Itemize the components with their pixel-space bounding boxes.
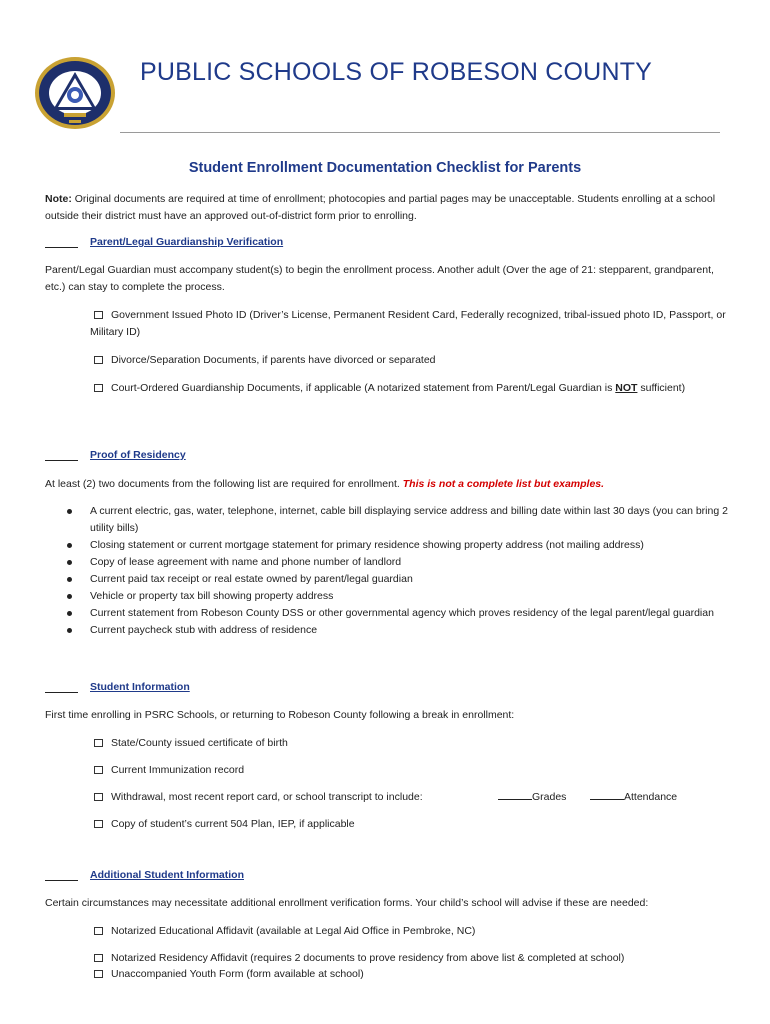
- item-label: Notarized Educational Affidavit (available at Legal Aid Office in Pembroke, NC): [111, 925, 476, 937]
- checkbox[interactable]: [94, 739, 103, 747]
- note-paragraph: [45, 191, 735, 225]
- item-label: Withdrawal, most recent report card, or school transcript to include:: [111, 791, 423, 803]
- list-item: [62, 605, 734, 622]
- attendance-field[interactable]: [590, 789, 677, 806]
- checklist-item-immunization[interactable]: [90, 762, 244, 779]
- section1-intro: Parent/Legal Guardian must accompany student(s) to begin the enrollment process. Another adult (Over the age of 21: stepparent, grandparent, etc.) can stay to complete the process.: [45, 264, 714, 293]
- list-item-text: Vehicle or property tax bill showing property address: [90, 590, 334, 602]
- list-item: [62, 588, 734, 605]
- item-label: Unaccompanied Youth Form (form available at school): [111, 968, 364, 980]
- item-label: Divorce/Separation Documents, if parents have divorced or separated: [111, 354, 436, 366]
- checklist-item-withdrawal[interactable]: [90, 789, 423, 806]
- checkbox[interactable]: [94, 356, 103, 364]
- not-emphasis: NOT: [615, 382, 638, 394]
- checkbox[interactable]: [94, 384, 103, 392]
- item-label: Court-Ordered Guardianship Documents, if applicable (A notarized statement from Parent/Legal Guardian is: [111, 382, 616, 394]
- checkbox[interactable]: [94, 927, 103, 935]
- checkbox[interactable]: [94, 820, 103, 828]
- section3-check-blank[interactable]: [45, 692, 78, 693]
- section2-check-blank[interactable]: [45, 460, 78, 461]
- checkbox[interactable]: [94, 766, 103, 774]
- district-seal: [34, 56, 116, 130]
- grades-label: Grades: [532, 791, 567, 803]
- attendance-label: Attendance: [624, 791, 678, 803]
- checklist-item-educational-affidavit[interactable]: [90, 923, 475, 940]
- attendance-blank[interactable]: [590, 789, 624, 800]
- list-item: [62, 554, 734, 571]
- checkbox[interactable]: [94, 311, 103, 319]
- page-title: PUBLIC SCHOOLS OF ROBESON COUNTY: [140, 58, 653, 86]
- checklist-item-divorce[interactable]: [90, 352, 730, 369]
- section1-check-blank[interactable]: [45, 247, 78, 248]
- residency-bullet-list: [62, 503, 734, 639]
- item-label: Notarized Residency Affidavit (requires 2 documents to prove residency from above list & completed at school): [111, 952, 625, 964]
- section2-intro: [45, 476, 735, 493]
- section1-heading: Parent/Legal Guardianship Verification: [90, 236, 284, 248]
- checklist-item-residency-affidavit[interactable]: [90, 950, 624, 967]
- list-item: [62, 537, 734, 554]
- checklist-item-unaccompanied-youth[interactable]: [90, 966, 364, 983]
- section2-heading: Proof of Residency: [90, 449, 186, 461]
- list-item-text: Closing statement or current mortgage statement for primary residence showing property address (not mailing address): [90, 539, 644, 551]
- section4-heading: Additional Student Information: [90, 869, 244, 881]
- item-label: Current Immunization record: [111, 764, 245, 776]
- checkbox[interactable]: [94, 954, 103, 962]
- checklist-item-birth-certificate[interactable]: [90, 735, 288, 752]
- list-item: [62, 503, 734, 537]
- item-label-end: sufficient): [637, 382, 686, 394]
- checklist-item-photo-id[interactable]: [90, 307, 730, 341]
- list-item: [62, 622, 734, 639]
- document-subtitle: Student Enrollment Documentation Checklist for Parents: [188, 160, 582, 176]
- note-text: Original documents are required at time of enrollment; photocopies and partial pages may be unacceptable. Students enrolling at a school outside their district must have an approved out-of-district form prior to enrolling.: [45, 193, 716, 222]
- list-item-text: Copy of lease agreement with name and phone number of landlord: [90, 556, 402, 568]
- item-label: Government Issued Photo ID (Driver’s License, Permanent Resident Card, Federally recognized, tribal-issued photo ID, Passport, or Military ID): [90, 309, 726, 338]
- section4-check-blank[interactable]: [45, 880, 78, 881]
- list-item-text: Current paid tax receipt or real estate owned by parent/legal guardian: [90, 573, 413, 585]
- section2-intro-warning: This is not a complete list but examples.: [402, 478, 605, 490]
- item-label: State/County issued certificate of birth: [111, 737, 288, 749]
- section4-intro: Certain circumstances may necessitate additional enrollment verification forms. Your child’s school will advise if these are needed:: [45, 897, 649, 909]
- grades-field[interactable]: [498, 789, 566, 806]
- checkbox[interactable]: [94, 970, 103, 978]
- grades-blank[interactable]: [498, 789, 532, 800]
- list-item-text: A current electric, gas, water, telephone, internet, cable bill displaying service address and billing date within last 30 days (you can bring 2 utility bills): [90, 505, 728, 534]
- checklist-item-504-plan[interactable]: [90, 816, 355, 833]
- header-divider: [120, 132, 720, 133]
- section3-intro: First time enrolling in PSRC Schools, or returning to Robeson County following a break in enrollment:: [45, 709, 515, 721]
- item-label: Copy of student’s current 504 Plan, IEP, if applicable: [111, 818, 355, 830]
- section2-intro-text: At least (2) two documents from the following list are required for enrollment.: [45, 478, 403, 490]
- checkbox[interactable]: [94, 793, 103, 801]
- checklist-item-guardianship[interactable]: [90, 380, 730, 397]
- list-item: [62, 571, 734, 588]
- note-label: Note:: [45, 193, 72, 205]
- list-item-text: Current paycheck stub with address of residence: [90, 624, 318, 636]
- section3-heading: Student Information: [90, 681, 190, 693]
- list-item-text: Current statement from Robeson County DSS or other governmental agency which proves residency of the legal parent/legal guardian: [90, 607, 714, 619]
